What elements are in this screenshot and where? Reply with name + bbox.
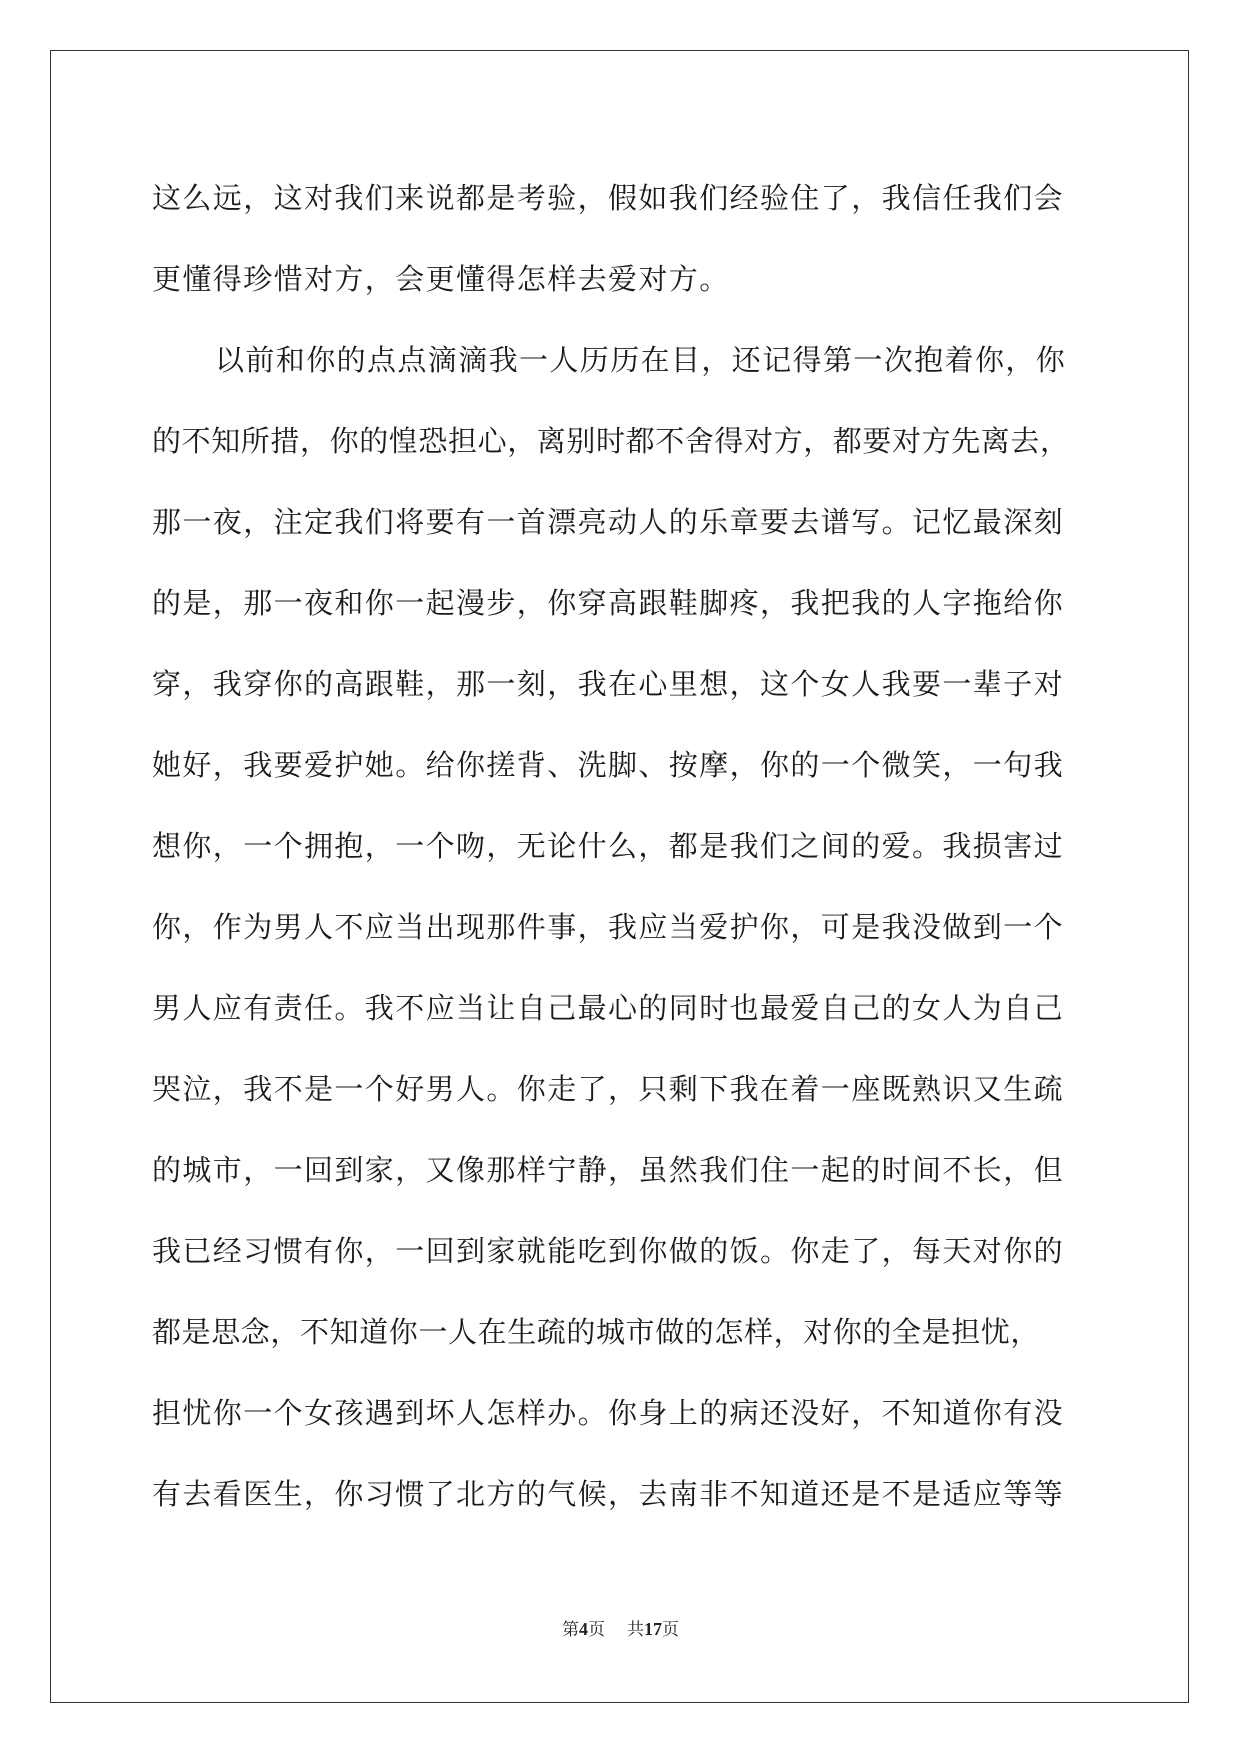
total-prefix: 共 — [627, 1620, 644, 1639]
text-line: 她好，我要爱护她。给你搓背、洗脚、按摩，你的一个微笑，一句我 — [152, 748, 1065, 782]
page-suffix: 页 — [588, 1620, 605, 1639]
page-prefix: 第 — [562, 1620, 579, 1639]
text-line: 更懂得珍惜对方，会更懂得怎样去爱对方。 — [152, 262, 730, 296]
total-pages: 17 — [644, 1619, 662, 1639]
text-line: 那一夜，注定我们将要有一首漂亮动人的乐章要去谱写。记忆最深刻 — [152, 505, 1065, 539]
paragraph-first-line: 以前和你的点点滴滴我一人历历在目，还记得第一次抱着你，你 — [215, 343, 1067, 377]
document-body — [152, 158, 1088, 1535]
text-line: 哭泣，我不是一个好男人。你走了，只剩下我在着一座既熟识又生疏 — [152, 1072, 1065, 1106]
page-number: 4 — [579, 1619, 588, 1639]
text-line: 担忧你一个女孩遇到坏人怎样办。你身上的病还没好，不知道你有没 — [152, 1396, 1065, 1430]
total-suffix: 页 — [662, 1620, 679, 1639]
page-footer — [0, 1615, 1241, 1640]
text-line: 你，作为男人不应当出现那件事，我应当爱护你，可是我没做到一个 — [152, 910, 1065, 944]
text-line: 穿，我穿你的高跟鞋，那一刻，我在心里想，这个女人我要一辈子对 — [152, 667, 1065, 701]
text-line: 都是思念，不知道你一人在生疏的城市做的怎样，对你的全是担忧， — [152, 1315, 1041, 1349]
text-line: 这么远，这对我们来说都是考验，假如我们经验住了，我信任我们会 — [152, 181, 1065, 215]
text-line: 的城市，一回到家，又像那样宁静，虽然我们住一起的时间不长，但 — [152, 1153, 1065, 1187]
text-line: 想你，一个拥抱，一个吻，无论什么，都是我们之间的爱。我损害过 — [152, 829, 1065, 863]
text-line: 的是，那一夜和你一起漫步，你穿高跟鞋脚疼，我把我的人字拖给你 — [152, 586, 1065, 620]
text-line: 的不知所措，你的惶恐担心，离别时都不舍得对方，都要对方先离去， — [152, 424, 1070, 458]
text-line: 男人应有责任。我不应当让自己最心的同时也最爱自己的女人为自己 — [152, 991, 1065, 1025]
text-line: 有去看医生，你习惯了北方的气候，去南非不知道还是不是适应等等 — [152, 1477, 1065, 1511]
text-line: 我已经习惯有你，一回到家就能吃到你做的饭。你走了，每天对你的 — [152, 1234, 1065, 1268]
